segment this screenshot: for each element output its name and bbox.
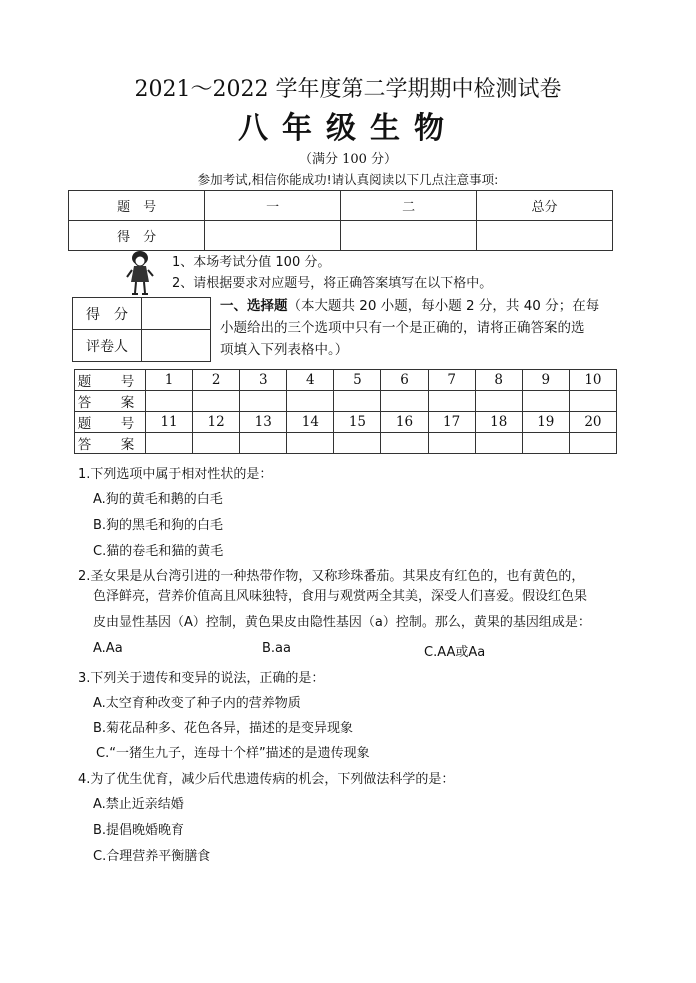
answer-cell[interactable] bbox=[287, 433, 334, 454]
question-number: 9 bbox=[522, 370, 569, 391]
question-number: 10 bbox=[569, 370, 616, 391]
score-cell-2[interactable] bbox=[341, 221, 477, 251]
question-number: 1 bbox=[146, 370, 193, 391]
question-number: 11 bbox=[146, 412, 193, 433]
answer-table-num-label: 题 号 bbox=[75, 412, 146, 433]
answer-cell[interactable] bbox=[240, 391, 287, 412]
grader-name-label: 评卷人 bbox=[73, 330, 142, 362]
grader-name-cell[interactable] bbox=[142, 330, 211, 362]
question-2-stem: 2.圣女果是从台湾引进的一种热带作物，又称珍珠番茄。其果皮有红色的，也有黄色的， bbox=[78, 569, 585, 584]
question-3-stem: 3.下列关于遗传和变异的说法，正确的是： bbox=[78, 671, 325, 686]
score-table-header-2: 二 bbox=[341, 191, 477, 221]
section-1-desc-1: （本大题共 20 小题，每小题 2 分，共 40 分；在每 bbox=[287, 298, 600, 314]
answer-cell[interactable] bbox=[381, 433, 428, 454]
answer-cell[interactable] bbox=[240, 433, 287, 454]
grader-score-label: 得 分 bbox=[73, 298, 142, 330]
rule-2: 2、请根据要求对应题号，将正确答案填写在以下格中。 bbox=[172, 276, 493, 291]
question-3-option-c: C.“一猪生九子，连母十个样”描述的是遗传现象 bbox=[96, 746, 370, 761]
question-number: 20 bbox=[569, 412, 616, 433]
question-2-line-2: 色泽鲜亮，营养价值高且风味独特，食用与观赏两全其美，深受人们喜爱。假设红色果 bbox=[93, 589, 588, 604]
answer-cell[interactable] bbox=[569, 433, 616, 454]
score-table-header-total: 总分 bbox=[477, 191, 613, 221]
question-1-stem: 1.下列选项中属于相对性状的是： bbox=[78, 467, 273, 482]
question-2-option-b: B.aa bbox=[262, 641, 291, 656]
question-number: 16 bbox=[381, 412, 428, 433]
answer-cell[interactable] bbox=[428, 433, 475, 454]
answer-table-ans-label: 答 案 bbox=[75, 433, 146, 454]
notice-text: 参加考试,相信你能成功!请认真阅读以下几点注意事项: bbox=[197, 172, 499, 187]
score-cell-total[interactable] bbox=[477, 221, 613, 251]
answer-cell[interactable] bbox=[522, 433, 569, 454]
question-number: 8 bbox=[475, 370, 522, 391]
answer-cell[interactable] bbox=[193, 433, 240, 454]
question-number: 12 bbox=[193, 412, 240, 433]
answer-cell[interactable] bbox=[146, 433, 193, 454]
question-4-option-b: B.提倡晚婚晚育 bbox=[93, 823, 185, 838]
grader-box bbox=[72, 297, 211, 362]
answer-cell[interactable] bbox=[522, 391, 569, 412]
score-row-label: 得 分 bbox=[69, 221, 205, 251]
question-1-option-c: C.猫的卷毛和猫的黄毛 bbox=[93, 544, 224, 559]
grader-score-cell[interactable] bbox=[142, 298, 211, 330]
section-1-desc-2: 小题给出的三个选项中只有一个是正确的，请将正确答案的选 bbox=[220, 320, 585, 336]
score-table bbox=[68, 190, 613, 251]
score-cell-1[interactable] bbox=[205, 221, 341, 251]
answer-cell[interactable] bbox=[569, 391, 616, 412]
cartoon-figure-icon bbox=[126, 250, 154, 296]
question-number: 14 bbox=[287, 412, 334, 433]
section-1-title: 一、选择题 bbox=[220, 298, 288, 314]
question-number: 15 bbox=[334, 412, 381, 433]
question-number: 13 bbox=[240, 412, 287, 433]
answer-table-num-label: 题 号 bbox=[75, 370, 146, 391]
question-number: 3 bbox=[240, 370, 287, 391]
question-2-option-c: C.AA或Aa bbox=[424, 645, 486, 660]
question-number: 17 bbox=[428, 412, 475, 433]
section-1-heading bbox=[220, 295, 620, 361]
answer-cell[interactable] bbox=[334, 433, 381, 454]
question-1-option-b: B.狗的黑毛和狗的白毛 bbox=[93, 518, 224, 533]
question-number: 19 bbox=[522, 412, 569, 433]
question-number: 18 bbox=[475, 412, 522, 433]
answer-cell[interactable] bbox=[475, 391, 522, 412]
answer-cell[interactable] bbox=[428, 391, 475, 412]
question-number: 5 bbox=[334, 370, 381, 391]
question-2-option-a: A.Aa bbox=[93, 641, 123, 656]
rule-1: 1、本场考试分值 100 分。 bbox=[172, 255, 331, 270]
question-number: 6 bbox=[381, 370, 428, 391]
exam-title: 2021～2022 学年度第二学期期中检测试卷 bbox=[134, 77, 562, 102]
answer-table-ans-label: 答 案 bbox=[75, 391, 146, 412]
answer-cell[interactable] bbox=[193, 391, 240, 412]
subject-title: 八年级生物 bbox=[238, 111, 458, 146]
question-4-option-a: A.禁止近亲结婚 bbox=[93, 797, 184, 812]
question-2-line-3: 皮由显性基因（A）控制，黄色果皮由隐性基因（a）控制。那么，黄果的基因组成是： bbox=[93, 615, 591, 630]
question-4-option-c: C.合理营养平衡膳食 bbox=[93, 849, 211, 864]
question-number: 7 bbox=[428, 370, 475, 391]
answer-table bbox=[74, 369, 617, 454]
answer-cell[interactable] bbox=[381, 391, 428, 412]
question-3-option-a: A.太空育种改变了种子内的营养物质 bbox=[93, 696, 301, 711]
answer-cell[interactable] bbox=[334, 391, 381, 412]
question-number: 4 bbox=[287, 370, 334, 391]
question-number: 2 bbox=[193, 370, 240, 391]
question-3-option-b: B.菊花品种多、花色各异，描述的是变异现象 bbox=[93, 721, 354, 736]
answer-cell[interactable] bbox=[287, 391, 334, 412]
section-1-desc-3: 项填入下列表格中。） bbox=[220, 342, 349, 358]
score-table-header-num: 题 号 bbox=[69, 191, 205, 221]
answer-cell[interactable] bbox=[475, 433, 522, 454]
answer-cell[interactable] bbox=[146, 391, 193, 412]
question-1-option-a: A.狗的黄毛和鹅的白毛 bbox=[93, 492, 223, 507]
score-table-header-1: 一 bbox=[205, 191, 341, 221]
full-score-note: （满分 100 分） bbox=[298, 152, 398, 167]
question-4-stem: 4.为了优生优育，减少后代患遗传病的机会，下列做法科学的是： bbox=[78, 772, 455, 787]
